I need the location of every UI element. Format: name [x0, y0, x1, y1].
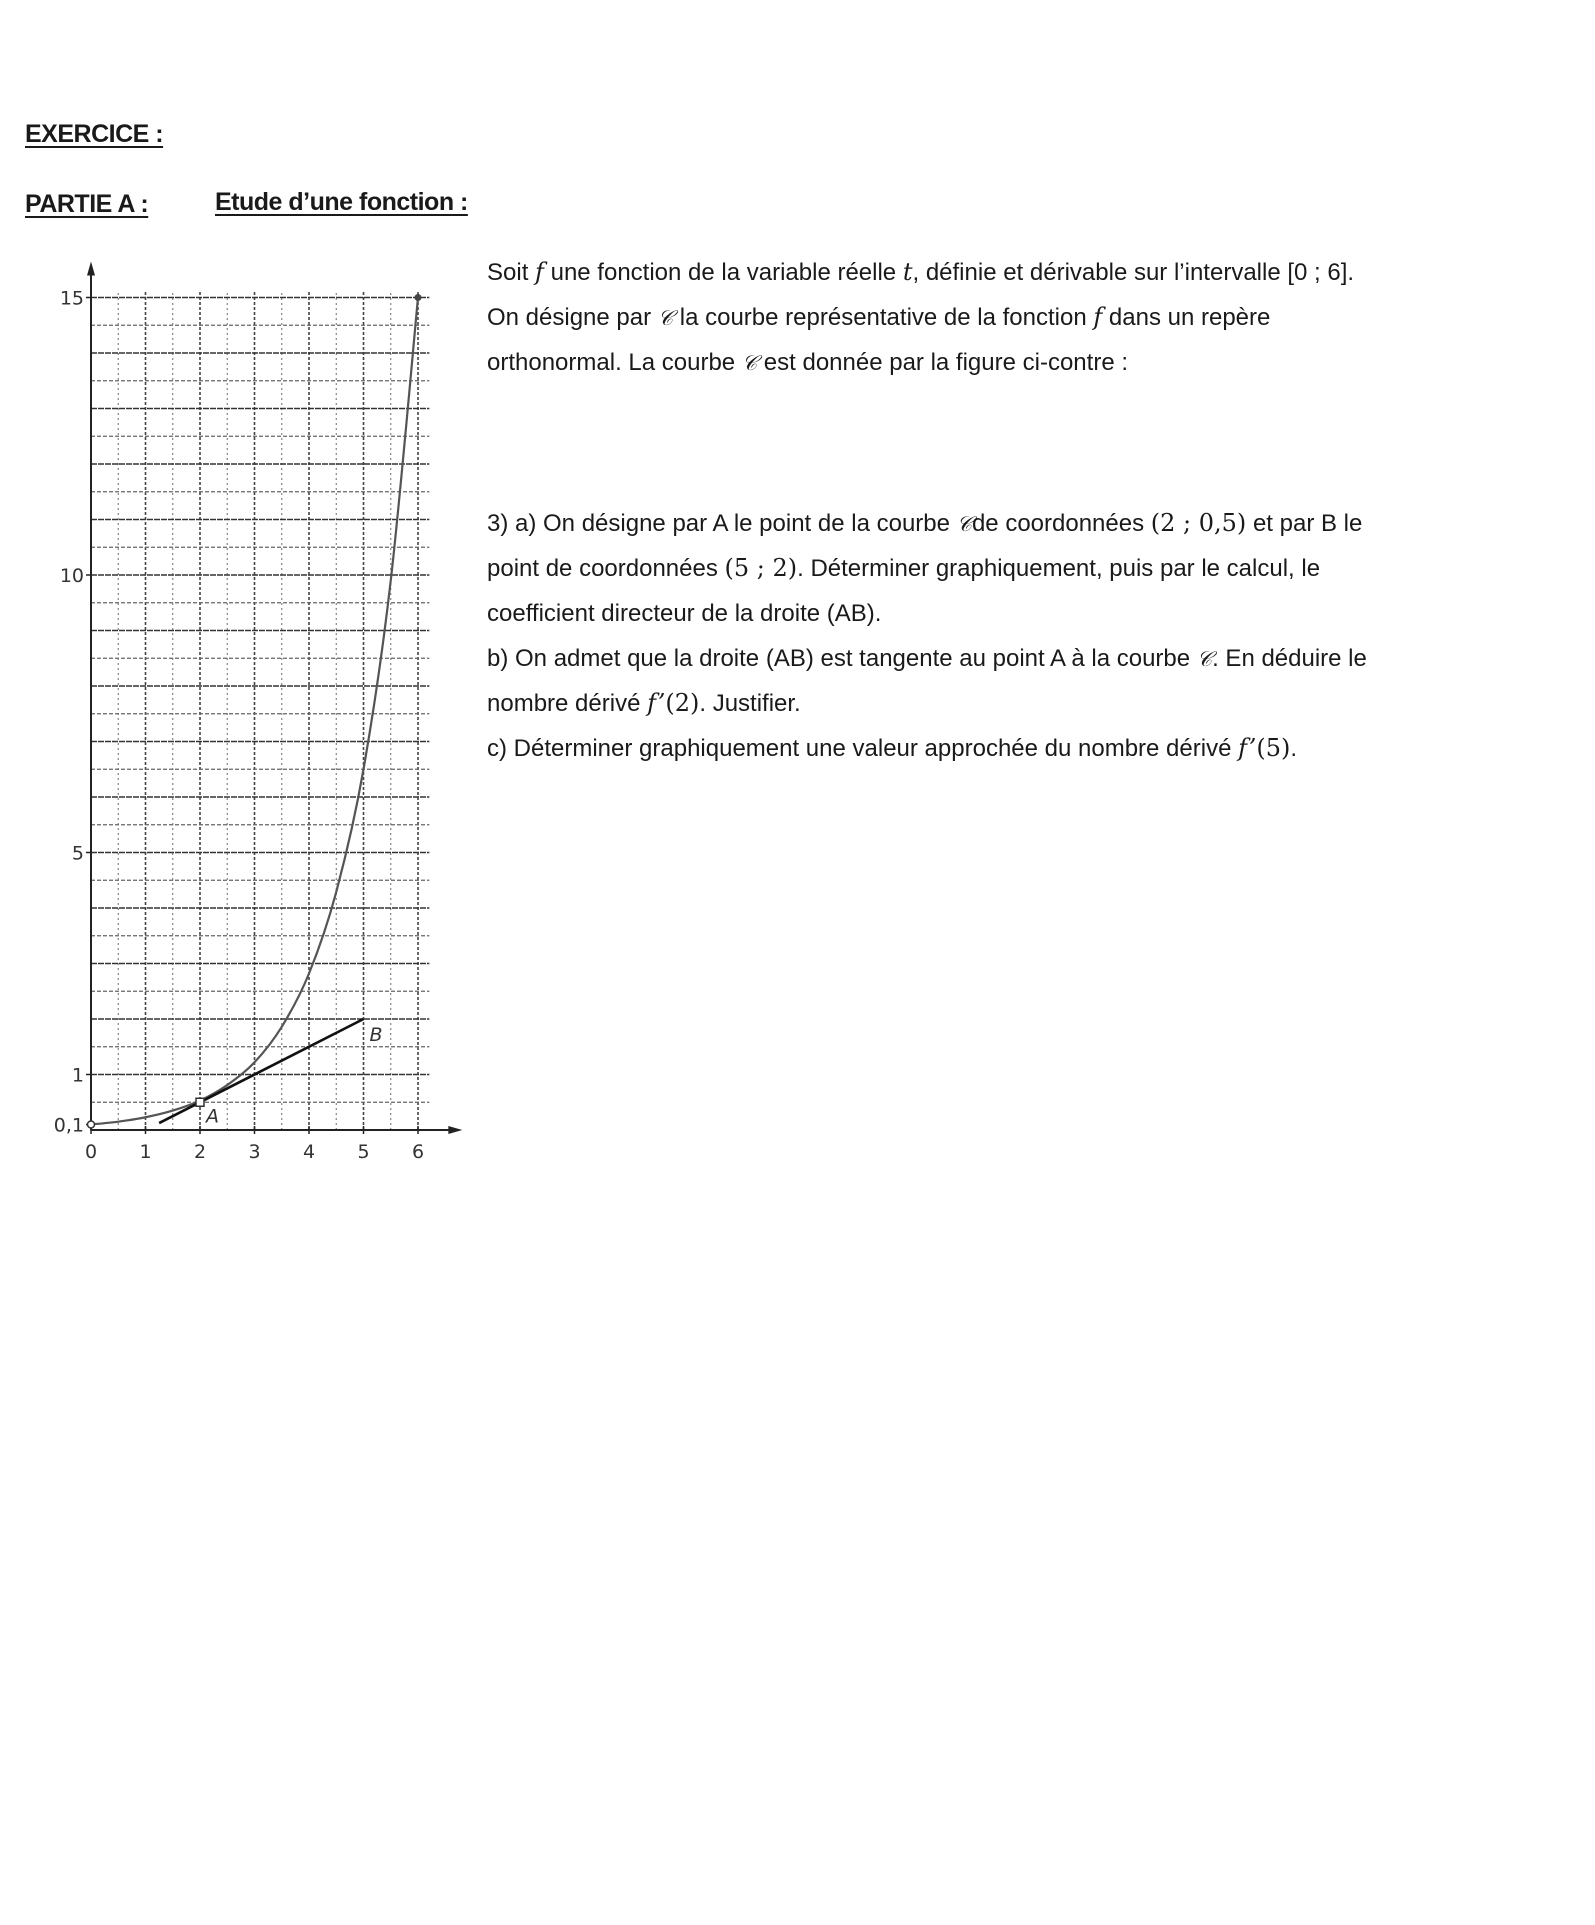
text: c) Déterminer graphiquement une valeur approchée du nombre dérivé [487, 735, 1239, 762]
point-marker-A [196, 1098, 204, 1106]
x-tick-label: 3 [248, 1141, 261, 1163]
function-graph [0, 0, 480, 1180]
curve-symbol: 𝒞 [741, 351, 758, 375]
x-axis-arrow-icon [448, 1126, 462, 1134]
x-tick-label: 0 [84, 1141, 98, 1163]
point-label-A: A [206, 1105, 219, 1128]
text: et par B le [1246, 510, 1363, 537]
part-title: Etude d’une fonction : [215, 188, 468, 216]
y-axis-arrow-icon [87, 262, 95, 276]
text: Soit [487, 259, 536, 286]
math-fprime: f’ [1238, 734, 1257, 762]
question-3b-line-2 [487, 681, 1567, 726]
text: . Déterminer graphiquement, puis par le calcul, le [797, 555, 1321, 582]
axes [87, 262, 462, 1135]
question-3c-line-1 [487, 726, 1567, 771]
exercise-title: EXERCICE : [25, 120, 164, 148]
y-tick-label: 15 [59, 287, 84, 310]
math-arg: (5) [1256, 734, 1291, 762]
curve-symbol: 𝒞 [1196, 647, 1213, 671]
x-tick-label: 4 [302, 1141, 316, 1163]
intro-line-3 [487, 340, 1567, 385]
x-tick-label: 5 [357, 1141, 370, 1163]
text: 3) a) On désigne par A le point de la courbe [487, 510, 957, 537]
text: . [1290, 735, 1298, 762]
questions-block [487, 501, 1567, 771]
text: dans un repère [1102, 304, 1271, 331]
curve-end-marker [415, 294, 422, 301]
question-3a-line-3: coefficient directeur de la droite (AB). [487, 600, 882, 627]
intro-paragraph [487, 250, 1567, 385]
part-label: PARTIE A : [25, 190, 149, 218]
question-3a-line-2 [487, 546, 1567, 591]
text: la courbe représentative de la fonction [673, 304, 1094, 331]
curve-start-marker [88, 1121, 95, 1128]
text: orthonormal. La courbe [487, 349, 742, 376]
x-tick-label: 2 [193, 1141, 207, 1163]
intro-line-2 [487, 295, 1567, 340]
text: point de coordonnées [487, 555, 725, 582]
curve-C [91, 298, 418, 1128]
coords-b: (5 ; 2) [724, 554, 798, 582]
text: On désigne par [487, 304, 658, 331]
text: . En déduire le [1212, 645, 1367, 672]
grid [91, 292, 429, 1131]
curve-symbol: 𝒞 [657, 306, 674, 330]
text: nombre dérivé [487, 690, 648, 717]
intro-line-1 [487, 250, 1567, 295]
question-3a-line-1 [487, 501, 1567, 546]
text: b) On admet que la droite (AB) est tangente au point A à la courbe [487, 645, 1197, 672]
math-f: f [535, 258, 544, 286]
text: . Justifier. [699, 690, 801, 717]
y-tick-label: 0,1 [53, 1114, 84, 1137]
text: , définie et dérivable sur l’intervalle [0 ; 6]. [912, 259, 1355, 286]
math-fprime: f’ [647, 689, 666, 717]
curve-symbol: 𝒞 [956, 512, 972, 536]
y-tick-label: 10 [59, 565, 84, 587]
coords-a: (2 ; 0,5) [1150, 509, 1247, 537]
text: une fonction de la variable réelle [543, 259, 903, 286]
x-tick-label: 6 [411, 1141, 425, 1163]
series [91, 298, 418, 1128]
text: est donnée par la figure ci-contre : [757, 349, 1128, 376]
y-tick-label: 1 [71, 1064, 84, 1087]
question-3b-line-1 [487, 636, 1567, 681]
tangent-line-AB [159, 1019, 363, 1123]
math-t: t [902, 258, 913, 286]
tick-labels [54, 288, 424, 1164]
x-tick-label: 1 [139, 1141, 152, 1163]
math-arg: (2) [665, 689, 700, 717]
y-tick-label: 5 [71, 842, 84, 865]
text: de coordonnées [971, 510, 1151, 537]
point-label-B: B [369, 1024, 383, 1046]
math-f: f [1093, 303, 1103, 331]
